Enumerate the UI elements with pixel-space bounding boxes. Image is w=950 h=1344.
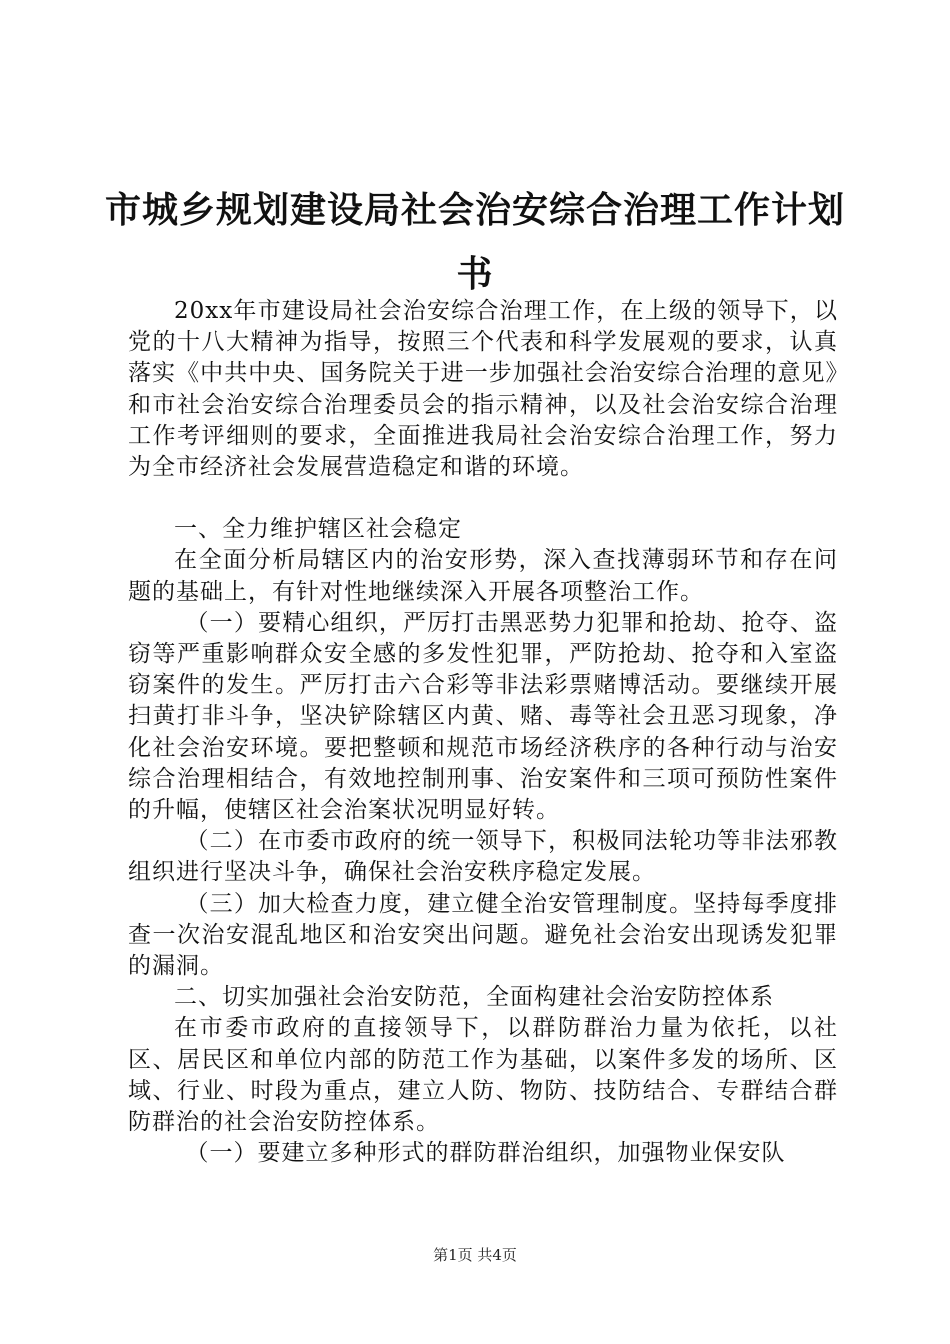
section-heading-2: 二、切实加强社会治安防范，全面构建社会治安防控体系 (174, 984, 774, 1011)
paragraph-spacer (128, 483, 838, 514)
section-heading-1: 一、全力维护辖区社会稳定 (174, 516, 462, 543)
section-2-paragraph: 在市委市政府的直接领导下，以群防群治力量为依托，以社区、居民区和单位内部的防范工作为基础，以案件多发的场所、区域、行业、时段为重点，建立人防、物防、技防结合、专群结合群防群治的社会治安防控体系。 (128, 1015, 838, 1136)
document-body (128, 296, 838, 1169)
page-footer: 第1页 共4页 (433, 1246, 517, 1264)
section-1-item-2: （二）在市委市政府的统一领导下，积极同法轮功等非法邪教组织进行坚决斗争，确保社会治安秩序稳定发展。 (128, 828, 838, 886)
section-1-item-3: （三）加大检查力度，建立健全治安管理制度。坚持每季度排查一次治安混乱地区和治安突出问题。避免社会治安出现诱发犯罪的漏洞。 (128, 890, 838, 980)
section-1-item-1: （一）要精心组织，严厉打击黑恶势力犯罪和抢劫、抢夺、盗窃等严重影响群众安全感的多发性犯罪，严防抢劫、抢夺和入室盗窃案件的发生。严厉打击六合彩等非法彩票赌博活动。要继续开展扫黄打非斗争，坚决铲除辖区内黄、赌、毒等社会丑恶习现象，净化社会治安环境。要把整顿和规范市场经济秩序的各种行动与治安综合治理相结合，有效地控制刑事、治安案件和三项可预防性案件的升幅，使辖区社会治案状况明显好转。 (128, 609, 838, 824)
section-1-paragraph: 在全面分析局辖区内的治安形势，深入查找薄弱环节和存在问题的基础上，有针对性地继续深入开展各项整治工作。 (128, 547, 838, 605)
document-title: 市城乡规划建设局社会治安综合治理工作计划书 (104, 189, 845, 295)
intro-paragraph: 20xx年市建设局社会治安综合治理工作，在上级的领导下，以党的十八大精神为指导，按照三个代表和科学发展观的要求，认真落实《中共中央、国务院关于进一步加强社会治安综合治理的意见》和市社会治安综合治理委员会的指示精神，以及社会治安综合治理工作考评细则的要求，全面推进我局社会治安综合治理工作，努力为全市经济社会发展营造稳定和谐的环境。 (128, 298, 838, 481)
section-2-item-1: （一）要建立多种形式的群防群治组织，加强物业保安队 (185, 1140, 786, 1167)
